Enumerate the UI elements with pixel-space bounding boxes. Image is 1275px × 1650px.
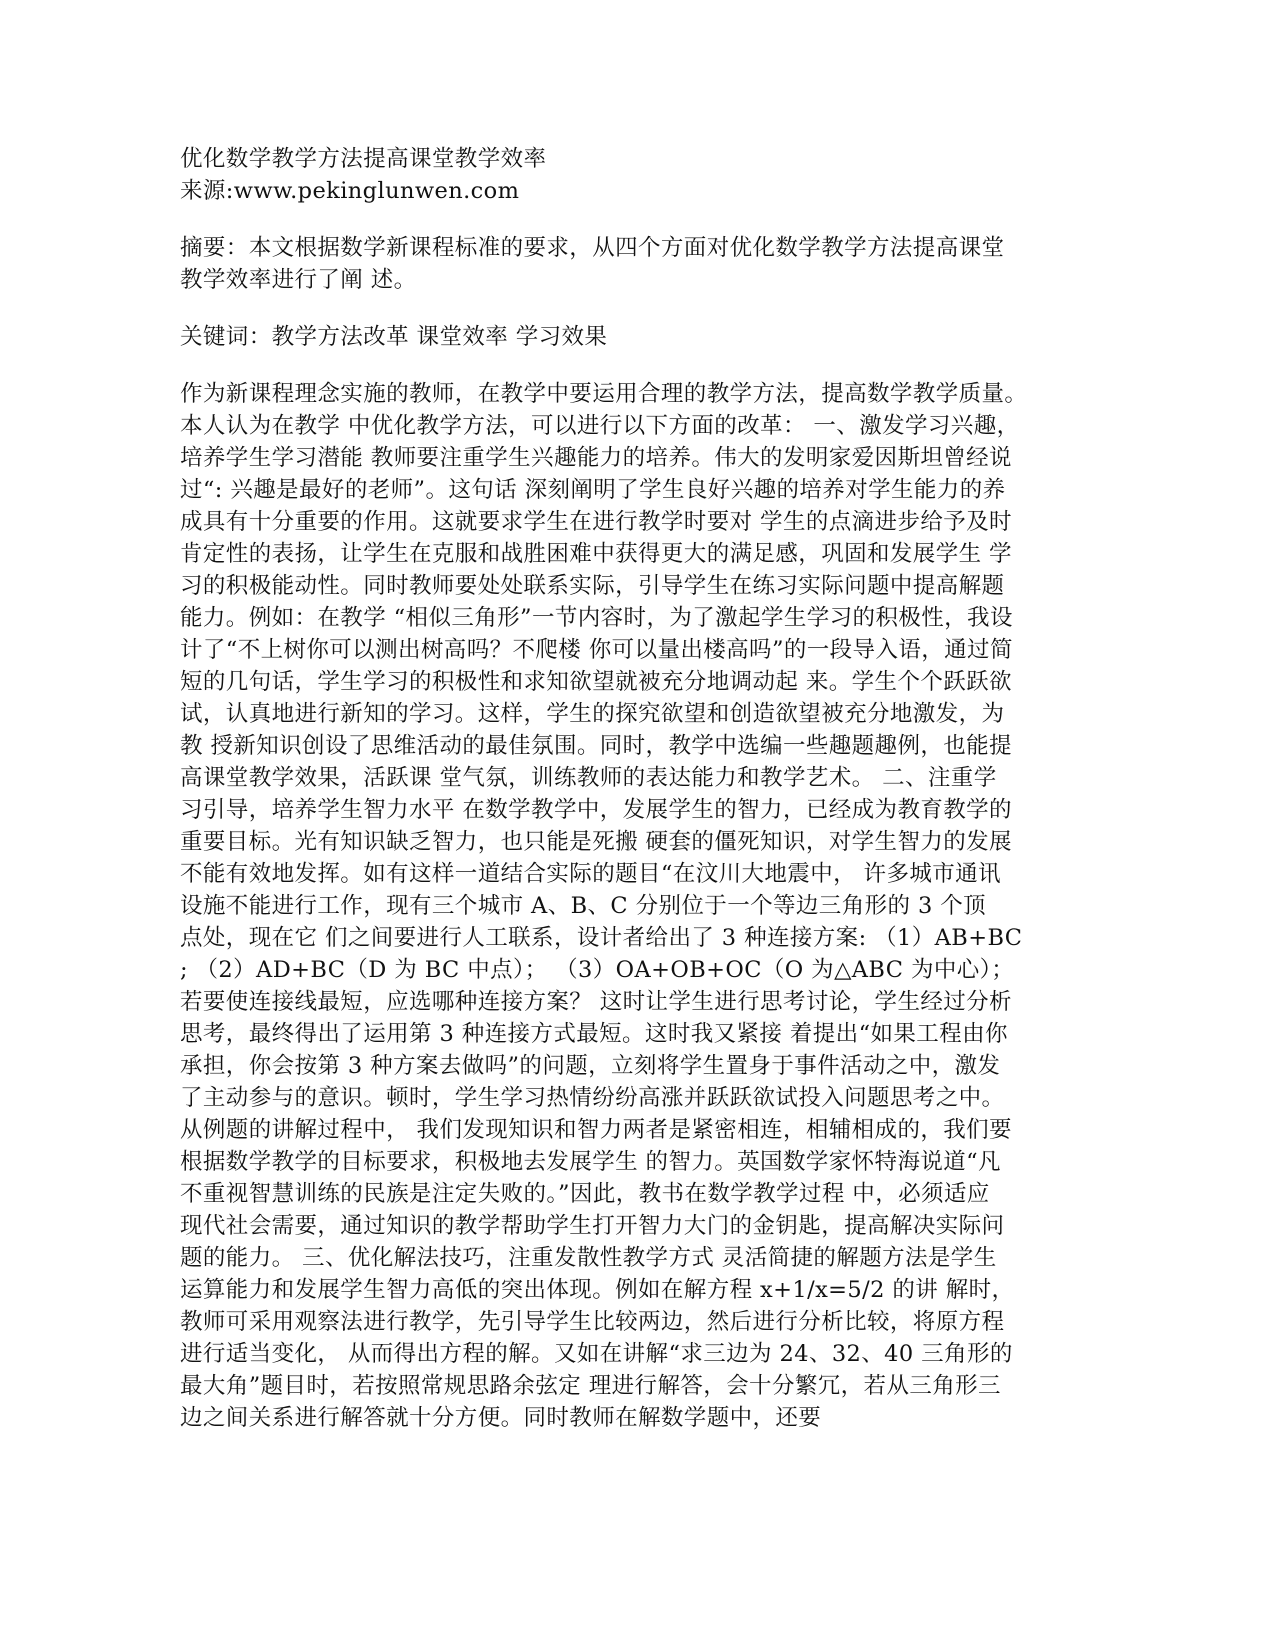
body-line: 若要使连接线最短，应选哪种连接方案？ 这时让学生进行思考讨论，学生经过分析 <box>180 989 1012 1015</box>
body-line: 培养学生学习潜能 教师要注重学生兴趣能力的培养。伟大的发明家爱因斯坦曾经说 <box>180 445 1012 471</box>
body-line: 能力。例如：在教学 “相似三角形”一节内容时，为了激起学生学习的积极性，我设 <box>180 605 1013 631</box>
body-line: 现代社会需要，通过知识的教学帮助学生打开智力大门的金钥匙，提高解决实际问 <box>180 1213 1005 1239</box>
body-line: ; （2）AD+BC（D 为 BC 中点）； （3）OA+OB+OC（O 为△ABC 为中心）； <box>180 957 1015 983</box>
body-line: 作为新课程理念实施的教师，在教学中要运用合理的教学方法，提高数学教学质量。 <box>180 381 1028 407</box>
body-line: 最大角”题目时，若按照常规思路余弦定 理进行解答，会十分繁冗，若从三角形三 <box>180 1373 1001 1399</box>
body-line: 进行适当变化， 从而得出方程的解。又如在讲解“求三边为 24、32、40 三角形的 <box>180 1341 1013 1367</box>
body-line: 题的能力。 三、优化解法技巧，注重发散性教学方式 灵活简捷的解题方法是学生 <box>180 1245 997 1271</box>
body-line: 肯定性的表扬，让学生在克服和战胜困难中获得更大的满足感，巩固和发展学生 学 <box>180 541 1012 567</box>
source-line: 来源:www.pekinglunwen.com <box>180 178 520 204</box>
abstract-line: 摘要：本文根据数学新课程标准的要求，从四个方面对优化数学教学方法提高课堂 <box>180 235 1005 261</box>
abstract-line: 教学效率进行了阐 述。 <box>180 267 417 293</box>
body-line: 计了“不上树你可以测出树高吗？不爬楼 你可以量出楼高吗”的一段导入语，通过简 <box>180 637 1013 663</box>
body-line: 运算能力和发展学生智力高低的突出体现。例如在解方程 x+1/x=5/2 的讲 解时， <box>180 1277 1015 1303</box>
body-line: 习的积极能动性。同时教师要处处联系实际，引导学生在练习实际问题中提高解题 <box>180 573 1005 599</box>
body-line: 成具有十分重要的作用。这就要求学生在进行教学时要对 学生的点滴进步给予及时 <box>180 509 1012 535</box>
body-line: 了主动参与的意识。顿时，学生学习热情纷纷高涨并跃跃欲试投入问题思考之中。 <box>180 1085 1005 1111</box>
body-line: 边之间关系进行解答就十分方便。同时教师在解数学题中，还要 <box>180 1405 822 1431</box>
body-line: 从例题的讲解过程中， 我们发现知识和智力两者是紧密相连，相辅相成的，我们要 <box>180 1117 1012 1143</box>
body-line: 承担，你会按第 3 种方案去做吗”的问题，立刻将学生置身于事件活动之中，激发 <box>180 1053 1001 1079</box>
body-line: 本人认为在教学 中优化教学方法，可以进行以下方面的改革： 一、激发学习兴趣， <box>180 413 1020 439</box>
document-title: 优化数学教学方法提高课堂教学效率 <box>180 146 547 172</box>
body-line: 过“: 兴趣是最好的老师”。这句话 深刻阐明了学生良好兴趣的培养对学生能力的养 <box>180 477 1006 503</box>
body-line: 设施不能进行工作，现有三个城市 A、B、C 分别位于一个等边三角形的 3 个顶 <box>180 893 987 919</box>
body-line: 不重视智慧训练的民族是注定失败的。”因此，教书在数学教学过程 中，必须适应 <box>180 1181 990 1207</box>
body-line: 重要目标。光有知识缺乏智力，也只能是死搬 硬套的僵死知识，对学生智力的发展 <box>180 829 1012 855</box>
body-line: 点处，现在它 们之间要进行人工联系，设计者给出了 3 种连接方案: （1）AB+BC <box>180 925 1023 951</box>
keywords-line: 关键词：教学方法改革 课堂效率 学习效果 <box>180 324 608 350</box>
body-line: 试，认真地进行新知的学习。这样，学生的探究欲望和创造欲望被充分地激发，为 <box>180 701 1005 727</box>
body-line: 根据数学教学的目标要求，积极地去发展学生 的智力。英国数学家怀特海说道“凡 <box>180 1149 1001 1175</box>
body-line: 不能有效地发挥。如有这样一道结合实际的题目“在汶川大地震中， 许多城市通讯 <box>180 861 1001 887</box>
body-line: 习引导，培养学生智力水平 在数学教学中，发展学生的智力，已经成为教育教学的 <box>180 797 1012 823</box>
body-line: 教 授新知识创设了思维活动的最佳氛围。同时，教学中选编一些趣题趣例，也能提 <box>180 733 1012 759</box>
body-line: 短的几句话，学生学习的积极性和求知欲望就被充分地调动起 来。学生个个跃跃欲 <box>180 669 1012 695</box>
body-line: 高课堂教学效果，活跃课 堂气氛，训练教师的表达能力和教学艺术。 二、注重学 <box>180 765 997 791</box>
body-line: 思考，最终得出了运用第 3 种连接方式最短。这时我又紧接 着提出“如果工程由你 <box>180 1021 1008 1047</box>
body-line: 教师可采用观察法进行教学，先引导学生比较两边，然后进行分析比较，将原方程 <box>180 1309 1005 1335</box>
